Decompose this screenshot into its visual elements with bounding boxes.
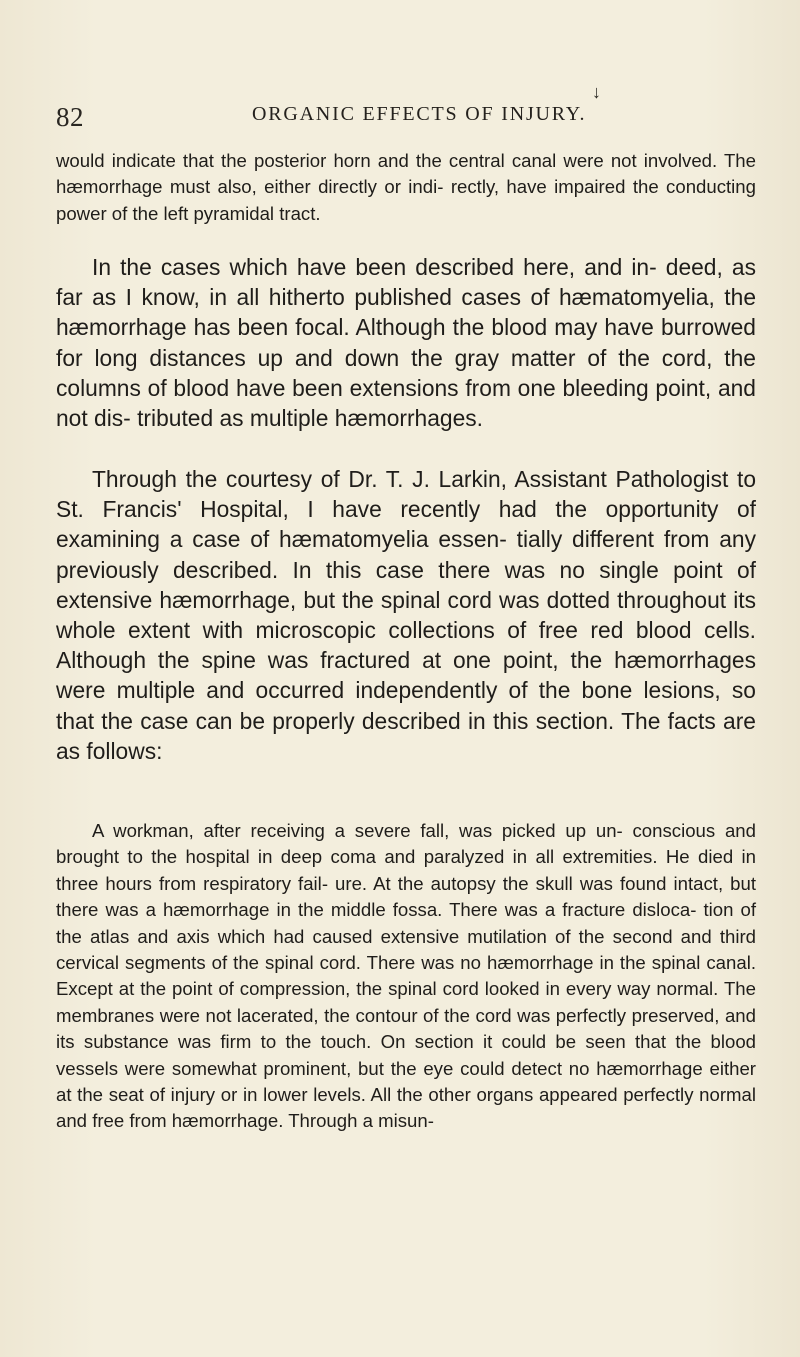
margin-mark: ↓ <box>592 82 601 102</box>
running-title: ORGANIC EFFECTS OF INJURY. <box>252 103 587 125</box>
paragraph-larkin <box>56 464 756 766</box>
paragraph-focal <box>56 252 756 433</box>
paragraph-4: A workman, after receiving a severe fall, was picked up un- conscious and brought to the hospital in deep coma and paralyzed in all extremities. He died in three hours from respiratory fail- ure. At the autopsy the skull was found intact, but there was a hæmorrhage in the middle fossa. There was a fracture disloca- tion of the atlas and axis which had caused extensive mutilation of the second and third cervical segments of the spinal cord. There was no hæmorrhage in the spinal canal. Except at the point of compression, the spinal cord looked in every way normal. The membranes were not lacerated, the contour of the cord was perfectly preserved, and its substance was firm to the touch. On section it could be seen that the blood vessels were somewhat prominent, but the eye could detect no hæmorrhage either at the seat of injury or in lower levels. All the other organs appeared perfectly normal and free from hæmorrhage. Through a misun- <box>56 820 756 1132</box>
paragraph-continued <box>56 148 756 227</box>
case-report <box>56 818 756 1135</box>
paragraph-2: In the cases which have been described here, and in- deed, as far as I know, in all hitherto published cases of hæmatomyelia, the hæmorrhage has been focal. Although the blood may have burrowed for long distances up and down the gray matter of the cord, the columns of blood have been extensions from one bleeding point, and not dis- tributed as multiple hæmorrhages. <box>56 254 756 432</box>
paragraph-1: would indicate that the posterior horn and the central canal were not involved. The hæmorrhage must also, either directly or indi- rectly, have impaired the conducting power of the left pyramidal tract. <box>56 150 756 224</box>
page-number: 82 <box>56 102 84 132</box>
running-head <box>56 82 756 140</box>
paragraph-3: Through the courtesy of Dr. T. J. Larkin, Assistant Pathologist to St. Francis' Hospital, I have recently had the opportunity of examining a case of hæmatomyelia essen- tially different from any previously described. In this case there was no single point of extensive hæmorrhage, but the spinal cord was dotted throughout its whole extent with microscopic collections of free red blood cells. Although the spine was fractured at one point, the hæmorrhages were multiple and occurred independently of the bone lesions, so that the case can be properly described in this section. The facts are as follows: <box>56 466 756 764</box>
